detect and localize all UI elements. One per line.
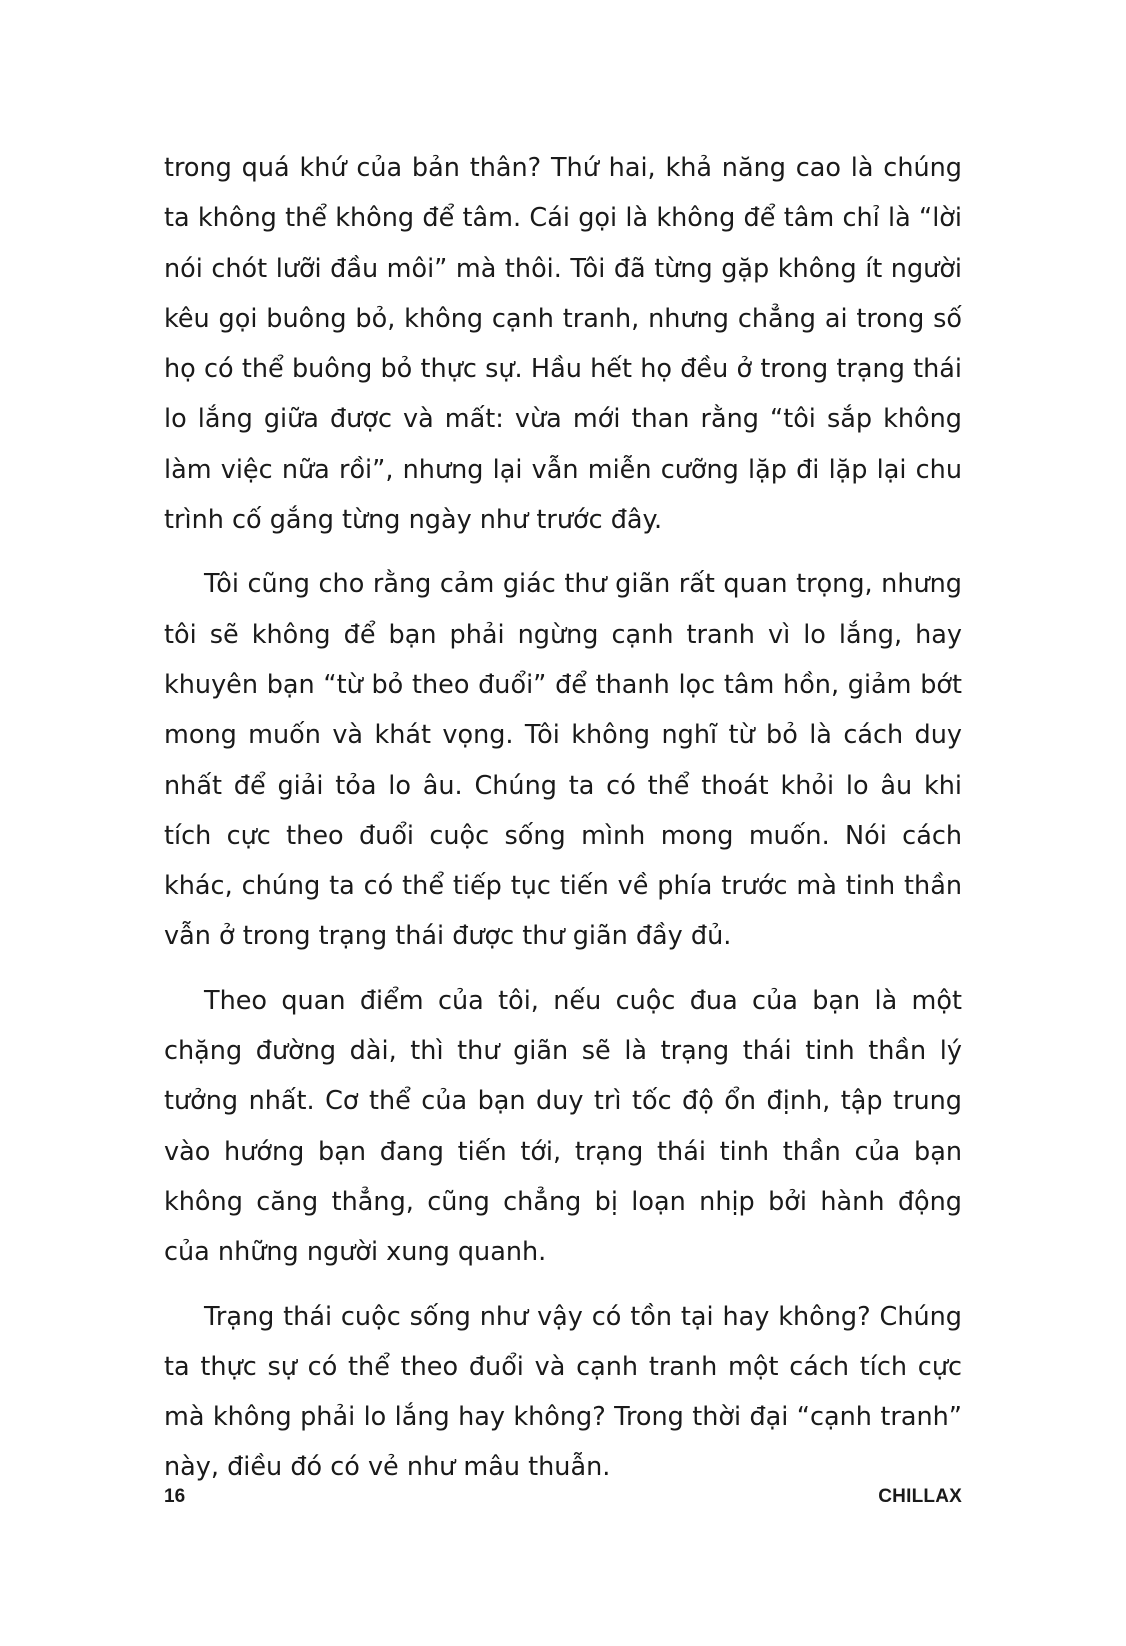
paragraph-4: Trạng thái cuộc sống như vậy có tồn tại hay không? Chúng ta thực sự có thể theo đuổi và cạnh tranh một cách tích cực mà không phải lo lắng hay không? Trong thời đại “cạnh tranh” này, điều đó có vẻ như mâu thuẫn. <box>164 1301 962 1483</box>
running-title: CHILLAX <box>878 1486 962 1507</box>
page-number: 16 <box>164 1486 186 1507</box>
paragraph-1: trong quá khứ của bản thân? Thứ hai, khả năng cao là chúng ta không thể không để tâm. Cái gọi là không để tâm chỉ là “lời nói chót lưỡi đầu môi” mà thôi. Tôi đã từng gặp không ít người kêu gọi buông bỏ, không cạnh tranh, nhưng chẳng ai trong số họ có thể buông bỏ thực sự. Hầu hết họ đều ở trong trạng thái lo lắng giữa được và mất: vừa mới than rằng “tôi sắp không làm việc nữa rồi”, nhưng lại vẫn miễn cưỡng lặp đi lặp lại chu trình cố gắng từng ngày như trước đây. <box>164 153 962 536</box>
page-footer <box>164 1486 962 1516</box>
body-text <box>164 143 962 1493</box>
paragraph-3: Theo quan điểm của tôi, nếu cuộc đua của bạn là một chặng đường dài, thì thư giãn sẽ là trạng thái tinh thần lý tưởng nhất. Cơ thể của bạn duy trì tốc độ ổn định, tập trung vào hướng bạn đang tiến tới, trạng thái tinh thần của bạn không căng thẳng, cũng chẳng bị loạn nhịp bởi hành động của những người xung quanh. <box>164 985 962 1268</box>
paragraph-2: Tôi cũng cho rằng cảm giác thư giãn rất quan trọng, nhưng tôi sẽ không để bạn phải ngừng cạnh tranh vì lo lắng, hay khuyên bạn “từ bỏ theo đuổi” để thanh lọc tâm hồn, giảm bớt mong muốn và khát vọng. Tôi không nghĩ từ bỏ là cách duy nhất để giải tỏa lo âu. Chúng ta có thể thoát khỏi lo âu khi tích cực theo đuổi cuộc sống mình mong muốn. Nói cách khác, chúng ta có thể tiếp tục tiến về phía trước mà tinh thần vẫn ở trong trạng thái được thư giãn đầy đủ. <box>164 569 962 952</box>
